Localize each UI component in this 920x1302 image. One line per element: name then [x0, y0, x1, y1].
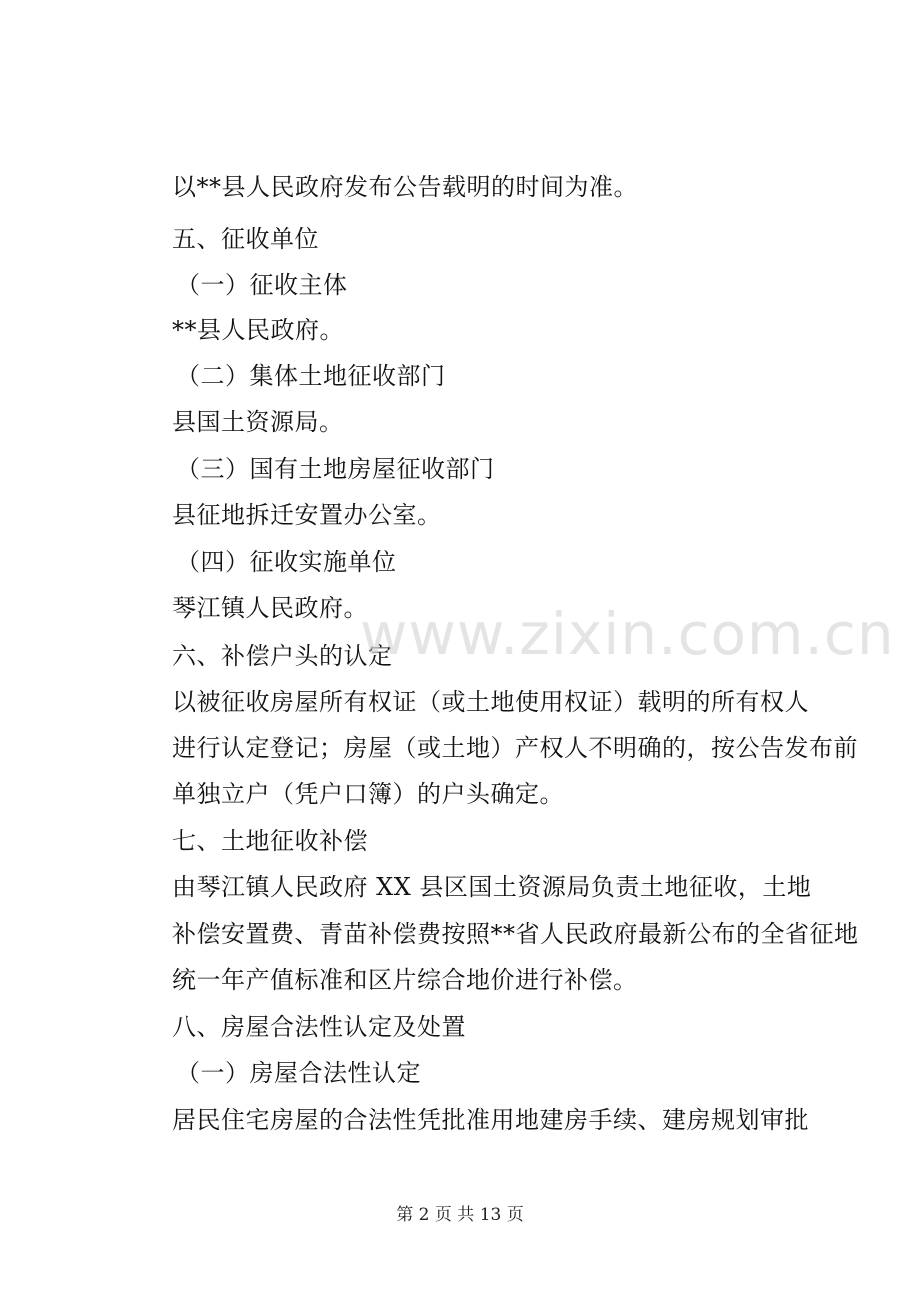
section-heading: 七、土地征收补偿 [172, 827, 368, 855]
subsection-heading: （四）征收实施单位 [176, 548, 397, 576]
section-heading: 八、房屋合法性认定及处置 [172, 1013, 466, 1041]
text-line: 县国土资源局。 [172, 408, 344, 436]
subsection-heading: （一）征收主体 [176, 271, 348, 299]
text-line: **县人民政府。 [172, 316, 344, 344]
section-heading: 五、征收单位 [172, 225, 319, 253]
subsection-heading: （一）房屋合法性认定 [176, 1059, 421, 1087]
text-line: 以**县人民政府发布公告载明的时间为准。 [172, 173, 638, 201]
subsection-heading: （三）国有土地房屋征收部门 [176, 455, 495, 483]
text-line: 琴江镇人民政府。 [172, 594, 368, 622]
section-heading: 六、补偿户头的认定 [172, 642, 393, 670]
paragraph-line: 由琴江镇人民政府 XX 县区国土资源局负责土地征收，土地 [172, 873, 812, 901]
paragraph-line: 统一年产值标准和区片综合地价进行补偿。 [172, 966, 638, 994]
text-line: 县征地拆迁安置办公室。 [172, 501, 442, 529]
paragraph-line: 以被征收房屋所有权证（或土地使用权证）载明的所有权人 [172, 688, 809, 716]
page-footer: 第 2 页 共 13 页 [396, 1205, 524, 1225]
paragraph-line: 补偿安置费、青苗补偿费按照**省人民政府最新公布的全省征地 [172, 920, 859, 948]
paragraph-line: 居民住宅房屋的合法性凭批准用地建房手续、建房规划审批 [172, 1106, 809, 1134]
paragraph-line: 进行认定登记；房屋（或土地）产权人不明确的，按公告发布前 [172, 734, 858, 762]
paragraph-line: 单独立户（凭户口簿）的户头确定。 [172, 780, 564, 808]
watermark: www.zixin.com.cn [360, 600, 895, 668]
subsection-heading: （二）集体土地征收部门 [176, 362, 446, 390]
